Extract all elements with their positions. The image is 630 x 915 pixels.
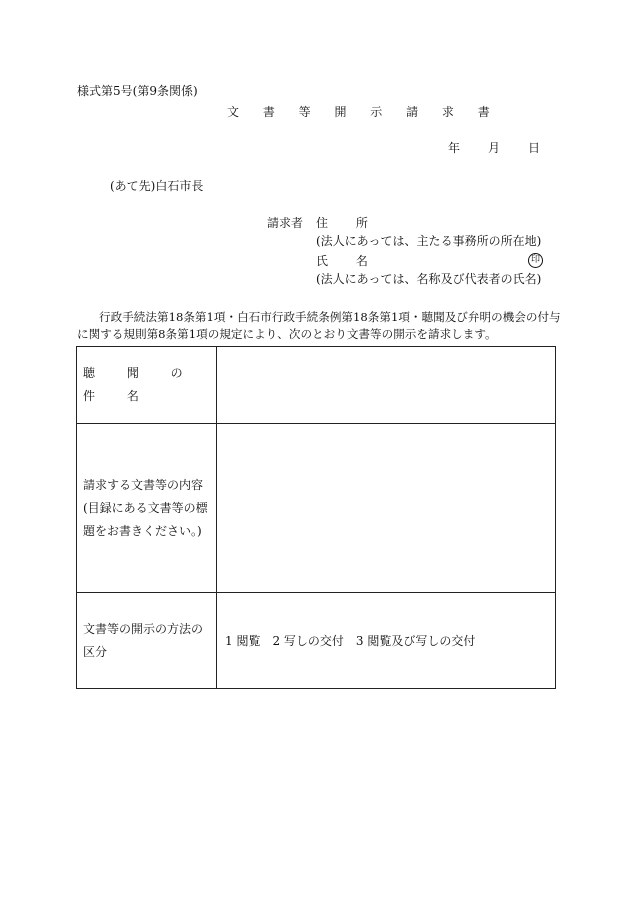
address-label: 住 所 [316, 216, 380, 230]
date-day[interactable]: 日 [528, 141, 541, 155]
table-row [77, 347, 556, 424]
table-row [77, 593, 556, 689]
date-line [448, 140, 540, 156]
hearing-subject-field[interactable] [217, 347, 556, 424]
request-form-table [76, 346, 556, 689]
requested-documents-field[interactable] [217, 424, 556, 593]
requester-label: 請求者 [267, 216, 304, 230]
address-note: (法人にあっては、主たる事務所の所在地) [316, 234, 542, 248]
date-month[interactable]: 月 [488, 141, 501, 155]
disclosure-method-options[interactable]: 1 閲覧 2 写しの交付 3 閲覧及び写しの交付 [217, 593, 556, 689]
name-note: (法人にあっては、名称及び代表者の氏名) [316, 272, 542, 286]
document-title: 文 書 等 開 示 請 求 書 [227, 105, 500, 119]
hearing-subject-label: 聴 聞 の 件 名 [77, 347, 217, 424]
disclosure-method-label: 文書等の開示の方法の区分 [77, 593, 217, 689]
requested-documents-label: 請求する文書等の内容(目録にある文書等の標題をお書きください。) [77, 424, 217, 593]
seal-mark: 印 [528, 253, 543, 268]
name-label: 氏 名 [316, 254, 380, 268]
table-row [77, 424, 556, 593]
form-number: 様式第5号(第9条関係) [77, 84, 198, 98]
request-statement: 行政手続法第18条第1項・白石市行政手続条例第18条第1項・聴聞及び弁明の機会の付与に関する規則第8条第1項の規定により、次のとおり文書等の開示を請求します。 [77, 310, 561, 341]
date-year[interactable]: 年 [448, 141, 461, 155]
addressee: (あて先)白石市長 [110, 179, 204, 193]
